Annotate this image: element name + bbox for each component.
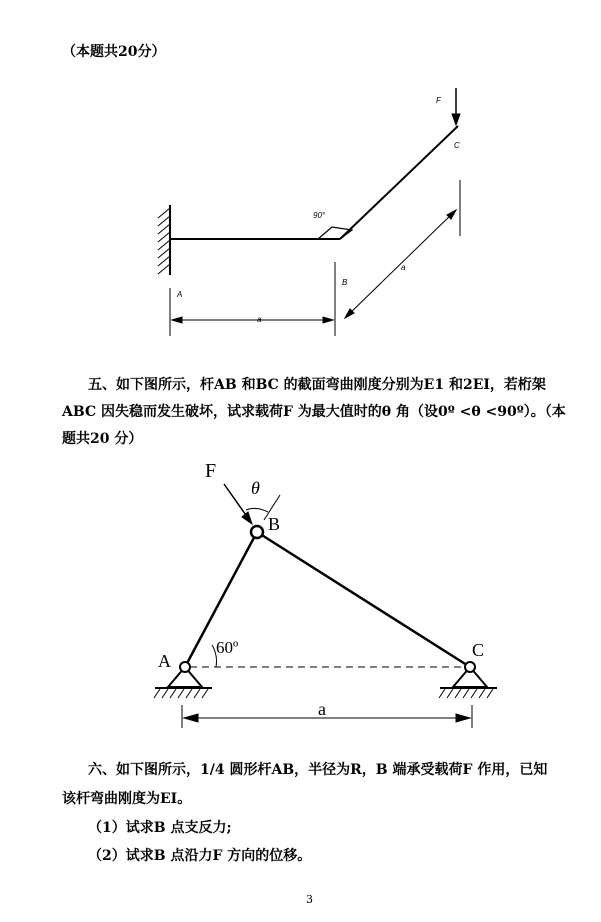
label-f: F (436, 96, 441, 105)
q6-item-2: （2）试求B 点沿力F 方向的位移。 (88, 848, 312, 864)
q5-line-2: ABC 因失稳而发生破坏，试求载荷F 为最大值时的θ 角（设0º <θ <90º）。（本 (62, 404, 566, 420)
load-arrow-f (224, 484, 252, 524)
pin-b (251, 526, 263, 538)
pin-a (180, 662, 190, 672)
label-b: B (342, 278, 348, 287)
theta-arc (246, 508, 268, 512)
q6-item-1: （1）试求B 点支反力; (88, 820, 232, 836)
member-bc (257, 532, 470, 667)
dimension-lines (170, 180, 460, 336)
q4-score-note: （本题共20分） (62, 44, 166, 60)
label-c: C (472, 640, 485, 660)
q5-line-1: 五、如下图所示，杆AB 和BC 的截面弯曲刚度分别为E1 和2EI，若桁架 (88, 377, 546, 393)
label-theta: θ (251, 478, 260, 498)
label-dim-bc: a (401, 263, 406, 272)
label-angle: 60º (216, 638, 239, 657)
member-bc (340, 126, 458, 239)
label-f: F (205, 460, 217, 482)
dimension-a (182, 705, 472, 728)
page-number: 3 (306, 893, 313, 906)
q6-line-2: 该杆弯曲刚度为EI。 (62, 791, 192, 807)
label-b: B (268, 514, 281, 534)
q6-line-1: 六、如下图所示，1/4 圆形杆AB，半径为R，B 端承受载荷F 作用，已知 (88, 762, 548, 778)
label-a: A (177, 290, 183, 299)
q5-line-3: 题共20 分） (62, 431, 143, 447)
label-dim-ab: a (257, 315, 262, 324)
load-arrow (452, 88, 460, 125)
figure-2-truss (154, 460, 497, 728)
pin-c (465, 662, 475, 672)
label-a: A (158, 651, 171, 671)
fixed-wall (158, 205, 170, 275)
label-angle: 90° (313, 211, 326, 220)
label-c: C (454, 141, 460, 150)
label-dim-a: a (318, 699, 326, 719)
